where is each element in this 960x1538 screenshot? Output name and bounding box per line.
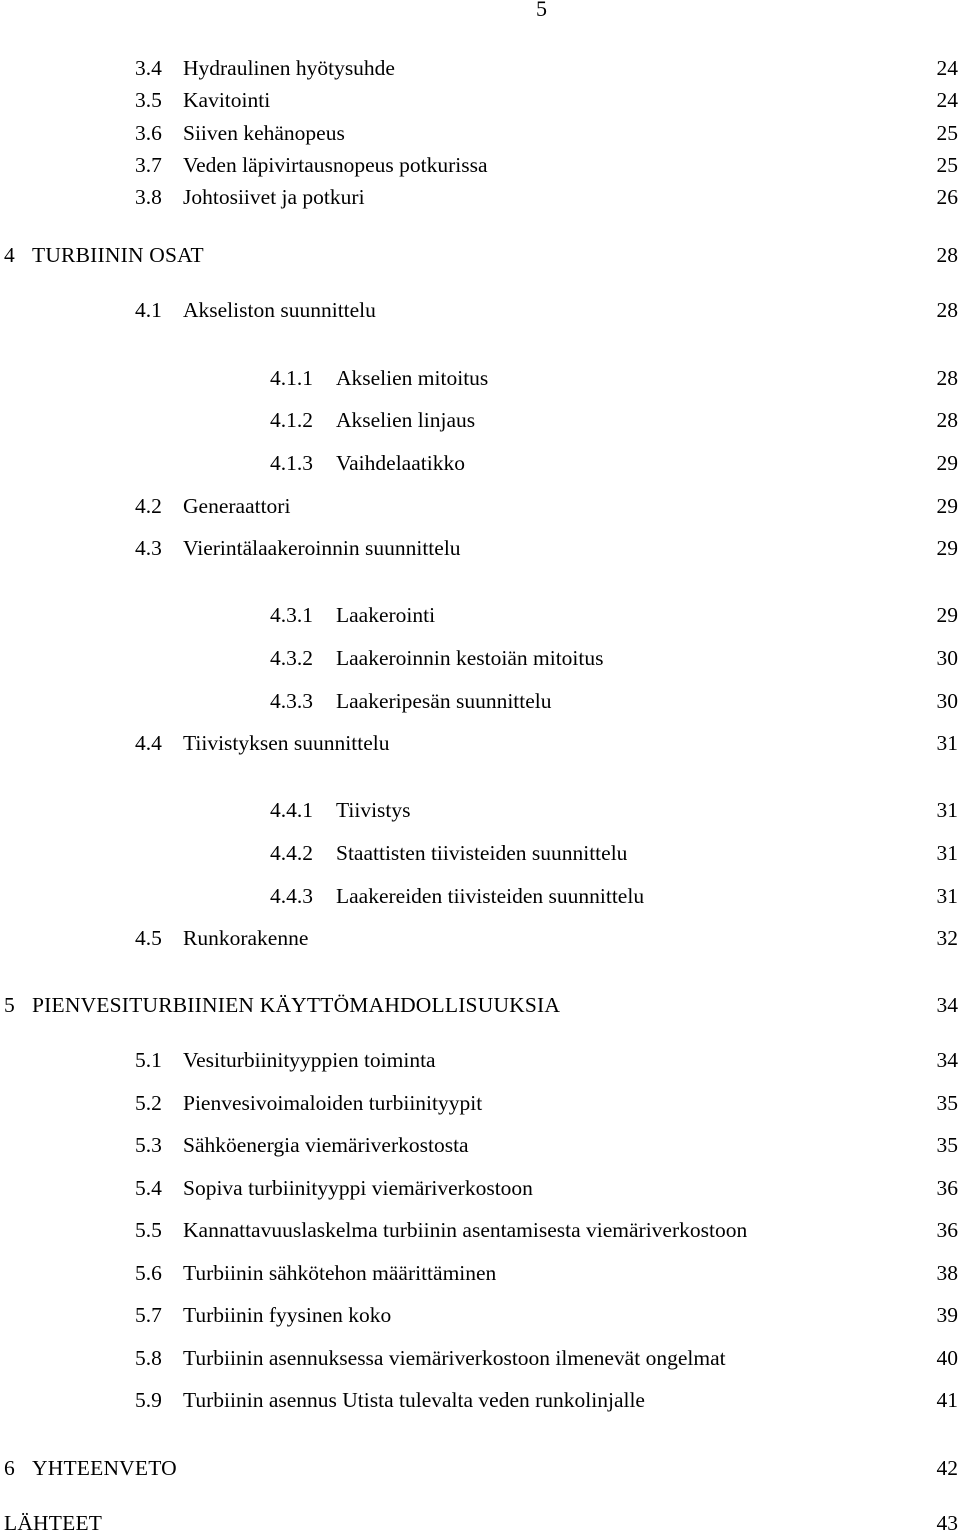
toc-entry-page: 41	[936, 1388, 958, 1412]
toc-entry-page: 28	[936, 366, 958, 390]
toc-entry-number: 4.3.1	[270, 603, 313, 627]
toc-entry-number: 5.2	[135, 1091, 162, 1115]
toc-entry[interactable]	[0, 491, 960, 521]
toc-entry-number: 5.6	[135, 1261, 162, 1285]
toc-subentry[interactable]	[0, 448, 960, 478]
toc-entry-number: 4.3	[135, 536, 162, 560]
toc-entry-page: 24	[936, 88, 958, 112]
toc-entry-number: 6	[4, 1456, 15, 1480]
toc-entry[interactable]	[0, 118, 960, 148]
toc-entry[interactable]	[0, 1385, 960, 1415]
toc-entry-title: Veden läpivirtausnopeus potkurissa	[183, 153, 488, 177]
toc-entry-number: 3.8	[135, 185, 162, 209]
toc-entry-number: 5.5	[135, 1218, 162, 1242]
toc-entry-page: 38	[936, 1261, 958, 1285]
toc-entry-number: 3.5	[135, 88, 162, 112]
toc-entry-page: 31	[936, 798, 958, 822]
toc-entry-title: Laakeripesän suunnittelu	[336, 689, 552, 713]
toc-entry-title: Sähköenergia viemäriverkostosta	[183, 1133, 469, 1157]
toc-entry-number: 3.7	[135, 153, 162, 177]
toc-entry-number: 5.9	[135, 1388, 162, 1412]
toc-entry[interactable]	[0, 728, 960, 758]
toc-entry-title: Laakerointi	[336, 603, 436, 627]
toc-entry-page: 31	[936, 731, 958, 755]
toc-subentry[interactable]	[0, 686, 960, 716]
toc-entry[interactable]	[0, 1258, 960, 1288]
toc-entry-title: Akseliston suunnittelu	[183, 298, 376, 322]
toc-entry-title: Laakeroinnin kestoiän mitoitus	[336, 646, 604, 670]
toc-entry-page: 31	[936, 841, 958, 865]
toc-entry[interactable]	[0, 1173, 960, 1203]
toc-entry-page: 35	[936, 1091, 958, 1115]
toc-entry[interactable]	[0, 1300, 960, 1330]
toc-entry-page: 36	[936, 1218, 958, 1242]
toc-entry[interactable]	[0, 1215, 960, 1245]
toc-entry-number: 5.4	[135, 1176, 162, 1200]
toc-entry-title: Sopiva turbiinityyppi viemäriverkostoon	[183, 1176, 533, 1200]
toc-entry-title: Laakereiden tiivisteiden suunnittelu	[336, 884, 645, 908]
toc-subentry[interactable]	[0, 643, 960, 673]
toc-entry-page: 26	[936, 185, 958, 209]
toc-entry-title: Kannattavuuslaskelma turbiinin asentamisesta viemäriverkostoon	[183, 1218, 748, 1242]
page-number: 5	[536, 0, 547, 21]
toc-entry-number: 4.4.3	[270, 884, 313, 908]
toc-entry-number: 4	[4, 243, 15, 267]
toc-chapter[interactable]	[0, 990, 960, 1020]
toc-entry-title: Runkorakenne	[183, 926, 309, 950]
toc-entry[interactable]	[0, 1343, 960, 1373]
toc-entry-title: Turbiinin asennuksessa viemäriverkostoon ilmenevät ongelmat	[183, 1346, 726, 1370]
toc-entry-number: 4.1.2	[270, 408, 313, 432]
toc-entry-title: Pienvesivoimaloiden turbiinityypit	[183, 1091, 483, 1115]
toc-chapter[interactable]	[0, 240, 960, 270]
toc-entry-number: 4.5	[135, 926, 162, 950]
toc-entry-title: Turbiinin fyysinen koko	[183, 1303, 392, 1327]
toc-entry-title: Turbiinin asennus Utista tulevalta veden runkolinjalle	[183, 1388, 645, 1412]
toc-entry-title: Staattisten tiivisteiden suunnittelu	[336, 841, 628, 865]
toc-entry-number: 5.7	[135, 1303, 162, 1327]
toc-chapter[interactable]	[0, 1508, 960, 1538]
toc-entry-number: 4.4	[135, 731, 162, 755]
toc-entry-number: 4.3.2	[270, 646, 313, 670]
toc-entry-number: 5.8	[135, 1346, 162, 1370]
toc-entry-page: 42	[936, 1456, 958, 1480]
toc-entry-title: Vaihdelaatikko	[336, 451, 465, 475]
toc-entry-page: 28	[936, 408, 958, 432]
toc-entry[interactable]	[0, 1088, 960, 1118]
toc-entry[interactable]	[0, 85, 960, 115]
toc-entry-number: 3.6	[135, 121, 162, 145]
toc-entry[interactable]	[0, 923, 960, 953]
toc-entry-page: 29	[936, 536, 958, 560]
toc-entry-title: Akselien linjaus	[336, 408, 476, 432]
toc-entry-page: 31	[936, 884, 958, 908]
toc-entry-number: 4.1	[135, 298, 162, 322]
toc-entry-number: 5.1	[135, 1048, 162, 1072]
toc-entry-page: 34	[936, 1048, 958, 1072]
toc-entry-page: 28	[936, 298, 958, 322]
toc-entry-page: 28	[936, 243, 958, 267]
toc-entry-page: 25	[936, 153, 958, 177]
toc-entry-page: 30	[936, 689, 958, 713]
toc-entry-page: 40	[936, 1346, 958, 1370]
toc-subentry[interactable]	[0, 795, 960, 825]
toc-entry[interactable]	[0, 53, 960, 83]
toc-entry-number: 5	[4, 993, 15, 1017]
toc-entry-page: 30	[936, 646, 958, 670]
toc-entry-title: Akselien mitoitus	[336, 366, 489, 390]
toc-entry-title: LÄHTEET	[4, 1511, 103, 1535]
toc-entry-title: Tiivistyksen suunnittelu	[183, 731, 390, 755]
toc-entry-page: 39	[936, 1303, 958, 1327]
toc-subentry[interactable]	[0, 600, 960, 630]
toc-entry-title: PIENVESITURBIINIEN KÄYTTÖMAHDOLLISUUKSIA	[32, 993, 561, 1017]
toc-entry[interactable]	[0, 295, 960, 325]
toc-entry-title: Johtosiivet ja potkuri	[183, 185, 365, 209]
toc-entry-number: 4.2	[135, 494, 162, 518]
toc-entry-title: Hydraulinen hyötysuhde	[183, 56, 395, 80]
toc-chapter[interactable]	[0, 1453, 960, 1483]
toc-entry-number: 5.3	[135, 1133, 162, 1157]
toc-entry-page: 29	[936, 451, 958, 475]
toc-entry-page: 34	[936, 993, 958, 1017]
toc-entry-page: 24	[936, 56, 958, 80]
toc-subentry[interactable]	[0, 838, 960, 868]
toc-entry-page: 32	[936, 926, 958, 950]
toc-entry[interactable]	[0, 150, 960, 180]
toc-entry-number: 3.4	[135, 56, 162, 80]
toc-entry[interactable]	[0, 533, 960, 563]
toc-entry-title: Vesiturbiinityyppien toiminta	[183, 1048, 436, 1072]
toc-entry-title: Vierintälaakeroinnin suunnittelu	[183, 536, 461, 560]
toc-entry-page: 29	[936, 494, 958, 518]
toc-subentry[interactable]	[0, 881, 960, 911]
toc-entry-title: Tiivistys	[336, 798, 411, 822]
toc-entry-number: 4.3.3	[270, 689, 313, 713]
toc-entry-page: 35	[936, 1133, 958, 1157]
toc-entry[interactable]	[0, 182, 960, 212]
toc-entry-title: YHTEENVETO	[32, 1456, 177, 1480]
toc-entry-page: 25	[936, 121, 958, 145]
toc-entry-page: 29	[936, 603, 958, 627]
toc-entry-title: TURBIININ OSAT	[32, 243, 204, 267]
toc-entry-title: Kavitointi	[183, 88, 271, 112]
toc-entry-title: Turbiinin sähkötehon määrittäminen	[183, 1261, 497, 1285]
toc-entry-title: Siiven kehänopeus	[183, 121, 345, 145]
toc-entry[interactable]	[0, 1130, 960, 1160]
toc-entry-page: 36	[936, 1176, 958, 1200]
toc-entry-number: 4.1.1	[270, 366, 313, 390]
toc-subentry[interactable]	[0, 405, 960, 435]
toc-entry[interactable]	[0, 1045, 960, 1075]
toc-subentry[interactable]	[0, 363, 960, 393]
toc-entry-number: 4.4.2	[270, 841, 313, 865]
toc-entry-title: Generaattori	[183, 494, 291, 518]
toc-entry-page: 43	[936, 1511, 958, 1535]
toc-entry-number: 4.1.3	[270, 451, 313, 475]
toc-entry-number: 4.4.1	[270, 798, 313, 822]
